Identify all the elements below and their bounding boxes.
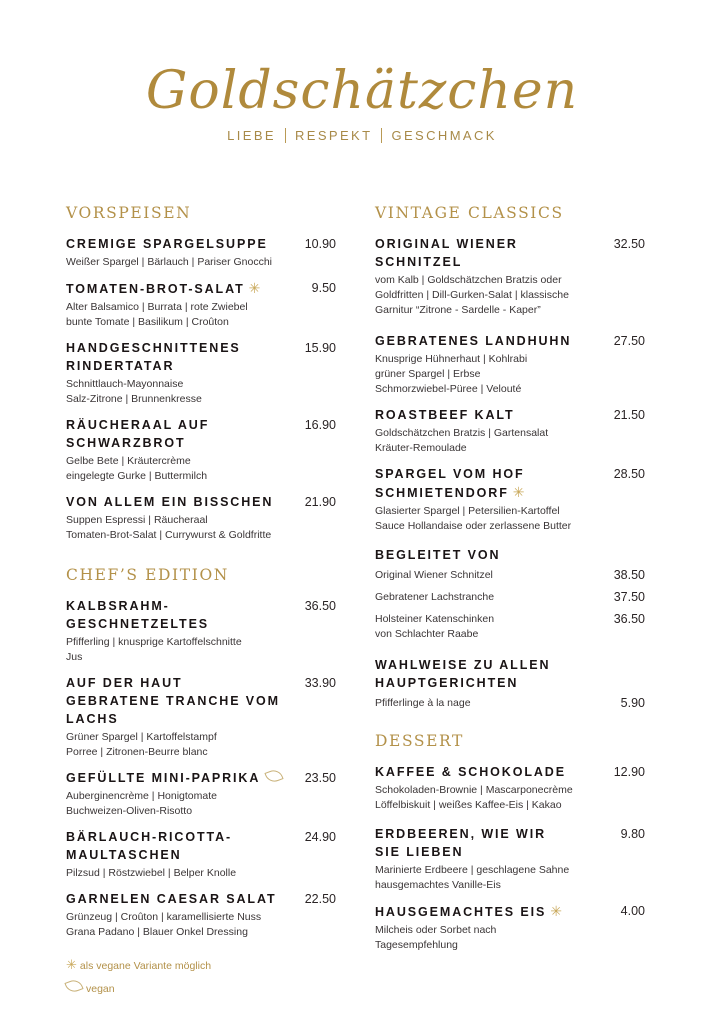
item-name: HANDGESCHNITTENES RINDERTATAR <box>66 341 241 373</box>
item-name: HAUSGEMACHTES EIS ✳ <box>375 903 562 919</box>
item-price: 22.50 <box>304 892 336 906</box>
menu-item <box>375 332 645 397</box>
item-price: 15.90 <box>304 341 336 355</box>
item-price: 21.90 <box>304 495 336 509</box>
item-price: 4.00 <box>620 904 645 918</box>
menu-header <box>0 58 724 143</box>
item-name: GARNELEN CAESAR SALAT <box>66 892 277 906</box>
item-name: BÄRLAUCH-RICOTTA-MAULTASCHEN <box>66 830 233 862</box>
menu-item <box>66 597 336 665</box>
side-row: Holsteiner Katenschinken von Schlachter Raabe 36.50 <box>375 612 645 640</box>
item-description: Grünzeug | Croûton | karamellisierte Nuss Grana Padano | Blauer Onkel Dressing <box>66 911 262 938</box>
tagline <box>0 128 724 143</box>
item-name: RÄUCHERAAL AUF SCHWARZBROT <box>66 418 210 450</box>
section-subtitle-begleitet: BEGLEITET VON <box>375 548 501 562</box>
section-subtitle-wahlweise: WAHLWEISE ZU ALLEN HAUPTGERICHTEN <box>375 658 551 690</box>
vegan-option-icon: ✳ <box>512 484 525 500</box>
item-description: Marinierte Erdbeere | geschlagene Sahne hausgemachtes Vanille-Eis <box>375 864 570 891</box>
item-name: GEBRATENES LANDHUHN <box>375 334 572 348</box>
item-price: 12.90 <box>613 765 645 779</box>
side-row: Pfifferlinge à la nage 5.90 <box>375 696 645 710</box>
side-options <box>375 546 645 642</box>
side-options <box>375 656 645 711</box>
item-description: Schokoladen-Brownie | Mascarponecrème Löffelbiskuit | weißes Kaffee-Eis | Kakao <box>375 784 573 811</box>
item-description: Pfifferling | knusprige Kartoffelschnitte Jus <box>66 636 242 663</box>
side-row: Gebratener Lachstranche 37.50 <box>375 590 645 604</box>
tagline-geschmack: GESCHMACK <box>391 128 497 143</box>
item-price: 9.50 <box>311 281 336 295</box>
item-name: SPARGEL VOM HOF SCHMIETENDORF ✳ <box>375 467 525 500</box>
item-description: Knusprige Hühnerhaut | Kohlrabi grüner Spargel | Erbse Schmorzwiebel-Püree | Velouté <box>375 353 528 395</box>
item-name: AUF DER HAUT GEBRATENE TRANCHE VOM LACHS <box>66 676 280 726</box>
menu-item <box>66 769 336 819</box>
item-price: 10.90 <box>304 237 336 251</box>
tagline-respekt: RESPEKT <box>294 128 373 143</box>
item-name: ROASTBEEF KALT <box>375 408 515 422</box>
item-price: 16.90 <box>304 418 336 432</box>
item-description: Suppen Espressi | Räucheraal Tomaten-Brot-Salat | Currywurst & Goldfritte <box>66 514 272 541</box>
vegan-leaf-icon <box>64 978 83 995</box>
menu-item <box>66 416 336 484</box>
item-name: ORIGINAL WIENER SCHNITZEL <box>375 237 518 269</box>
divider <box>285 128 286 143</box>
item-name: ERDBEEREN, WIE WIR SIE LIEBEN <box>375 827 547 859</box>
menu-item <box>375 406 645 456</box>
item-description: Grüner Spargel | Kartoffelstampf Porree | Zitronen-Beurre blanc <box>66 731 217 758</box>
legend <box>66 958 336 996</box>
item-price: 28.50 <box>613 467 645 481</box>
section-title-chefs-edition: CHEF’S EDITION <box>66 566 229 584</box>
item-price: 21.50 <box>613 408 645 422</box>
item-price: 24.90 <box>304 830 336 844</box>
item-price: 9.80 <box>620 827 645 841</box>
item-description: Schnittlauch-Mayonnaise Salz-Zitrone | Brunnenkresse <box>66 378 202 405</box>
vegan-leaf-icon <box>265 768 284 785</box>
item-description: Weißer Spargel | Bärlauch | Pariser Gnocchi <box>66 256 273 268</box>
item-description: Milcheis oder Sorbet nach Tagesempfehlung <box>375 924 497 951</box>
restaurant-logo: Goldschätzchen <box>145 61 579 121</box>
menu-item <box>66 339 336 407</box>
vegan-option-icon: ✳ <box>550 903 562 919</box>
left-column <box>66 203 336 996</box>
section-title-vintage-classics: VINTAGE CLASSICS <box>375 204 564 222</box>
menu-item <box>375 763 645 813</box>
item-description: Glasierter Spargel | Petersilien-Kartoffel Sauce Hollandaise oder zerlassene Butter <box>375 505 572 532</box>
item-description: Goldschätzchen Bratzis | Gartensalat Kräuter-Remoulade <box>375 427 549 454</box>
menu-item <box>66 493 336 543</box>
item-price: 32.50 <box>613 237 645 251</box>
item-description: Alter Balsamico | Burrata | rote Zwiebel bunte Tomate | Basilikum | Croûton <box>66 301 248 328</box>
item-price: 36.50 <box>304 599 336 613</box>
menu-item <box>66 674 336 760</box>
menu-item <box>375 465 645 534</box>
legend-vegan-option: als vegane Variante möglich <box>79 960 212 972</box>
item-price: 23.50 <box>304 771 336 785</box>
tagline-liebe: LIEBE <box>227 128 276 143</box>
vegan-option-icon: ✳ <box>66 957 77 972</box>
menu-item <box>66 828 336 881</box>
menu-item <box>375 825 645 893</box>
item-name: TOMATEN-BROT-SALAT ✳ <box>66 280 261 296</box>
item-description: Auberginencrème | Honigtomate Buchweizen-Oliven-Risotto <box>66 790 217 817</box>
item-name: KALBSRAHM-GESCHNETZELTES <box>66 599 210 631</box>
item-description: Gelbe Bete | Kräutercrème eingelegte Gurke | Buttermilch <box>66 455 208 482</box>
menu-item <box>375 902 645 953</box>
menu-item <box>375 235 645 318</box>
menu-item <box>66 235 336 270</box>
item-name: KAFFEE & SCHOKOLADE <box>375 765 566 779</box>
item-description: Pilzsud | Röstzwiebel | Belper Knolle <box>66 867 237 879</box>
item-price: 27.50 <box>613 334 645 348</box>
vegan-option-icon: ✳ <box>248 280 261 296</box>
item-description: vom Kalb | Goldschätzchen Bratzis oder Goldfritten | Dill-Gurken-Salat | klassische Garnitur “Zitrone - Sardelle - Kaper” <box>375 274 569 316</box>
section-title-dessert: DESSERT <box>375 732 464 750</box>
item-name: CREMIGE SPARGELSUPPE <box>66 237 268 251</box>
section-title-vorspeisen: VORSPEISEN <box>66 204 192 222</box>
item-name: VON ALLEM EIN BISSCHEN <box>66 495 274 509</box>
item-price: 33.90 <box>304 676 336 690</box>
divider <box>381 128 382 143</box>
side-row: Original Wiener Schnitzel 38.50 <box>375 568 645 582</box>
legend-vegan: vegan <box>86 983 115 995</box>
item-name: GEFÜLLTE MINI-PAPRIKA <box>66 769 282 787</box>
menu-item <box>66 279 336 330</box>
right-column <box>375 203 645 962</box>
menu-item <box>66 890 336 940</box>
